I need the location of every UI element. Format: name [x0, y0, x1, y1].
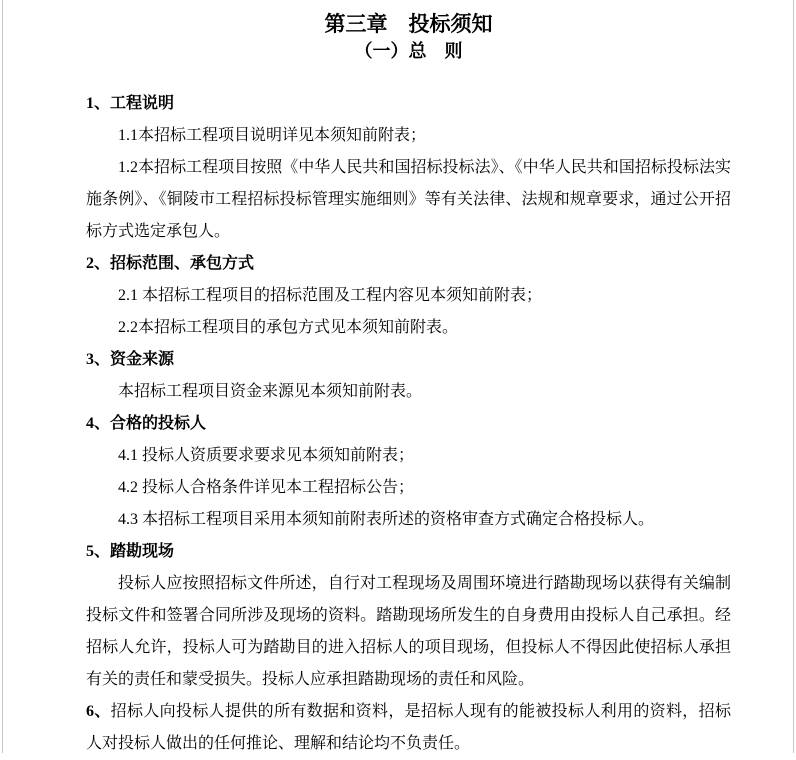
- section-site-visit: [86, 536, 731, 696]
- paragraph-4-1: 4.1 投标人资质要求要求见本须知前附表；: [118, 447, 415, 464]
- paragraph-5-1: 投标人应按照招标文件所述，自行对工程现场及周围环境进行踏勘现场以获得有关编制投标文件和签署合同所涉及现场的资料。踏勘现场所发生的自身费用由投标人自己承担。经招标人允许，投标人可为踏勘目的进入招标人的项目现场，但投标人不得因此使招标人承担有关的责任和蒙受损失。投标人应承担踏勘现场的责任和风险。: [86, 575, 731, 688]
- section-bid-scope: [86, 248, 731, 344]
- section-qualified-bidders: [86, 408, 731, 536]
- section-2-heading: 2、招标范围、承包方式: [86, 255, 255, 272]
- section-funding-source: [86, 344, 731, 408]
- section-1-heading: 1、工程说明: [86, 95, 175, 112]
- paragraph-1-2: 1.2本招标工程项目按照《中华人民共和国招标投标法》、《中华人民共和国招标投标法实施条例》、《铜陵市工程招标投标管理实施细则》等有关法律、法规和规章要求，通过公开招标方式选定承包人。: [86, 159, 731, 240]
- section-4-heading: 4、合格的投标人: [86, 415, 207, 432]
- paragraph-4-3: 4.3 本招标工程项目采用本须知前附表所述的资格审查方式确定合格投标人。: [118, 511, 655, 528]
- section-6-number: 6、: [86, 703, 111, 720]
- paragraph-4-2: 4.2 投标人合格条件详见本工程招标公告；: [118, 479, 415, 496]
- general-provisions-title: （一）总 则: [354, 41, 463, 61]
- chapter-title: 第三章 投标须知: [324, 12, 493, 36]
- document-page: [2, 0, 794, 753]
- paragraph-1-1: 1.1本招标工程项目说明详见本须知前附表；: [118, 127, 427, 144]
- section-3-heading: 3、资金来源: [86, 351, 175, 368]
- paragraph-2-1: 2.1 本招标工程项目的招标范围及工程内容见本须知前附表；: [118, 287, 543, 304]
- paragraph-2-2: 2.2本招标工程项目的承包方式见本须知前附表。: [118, 319, 459, 336]
- section-5-heading: 5、踏勘现场: [86, 543, 175, 560]
- section-disclaimer: [86, 696, 731, 760]
- section-6-text: 招标人向投标人提供的所有数据和资料，是招标人现有的能被投标人利用的资料，招标人对投标人做出的任何推论、理解和结论均不负责任。: [86, 703, 731, 752]
- section-project-description: [86, 88, 731, 248]
- paragraph-3-1: 本招标工程项目资金来源见本须知前附表。: [118, 383, 423, 400]
